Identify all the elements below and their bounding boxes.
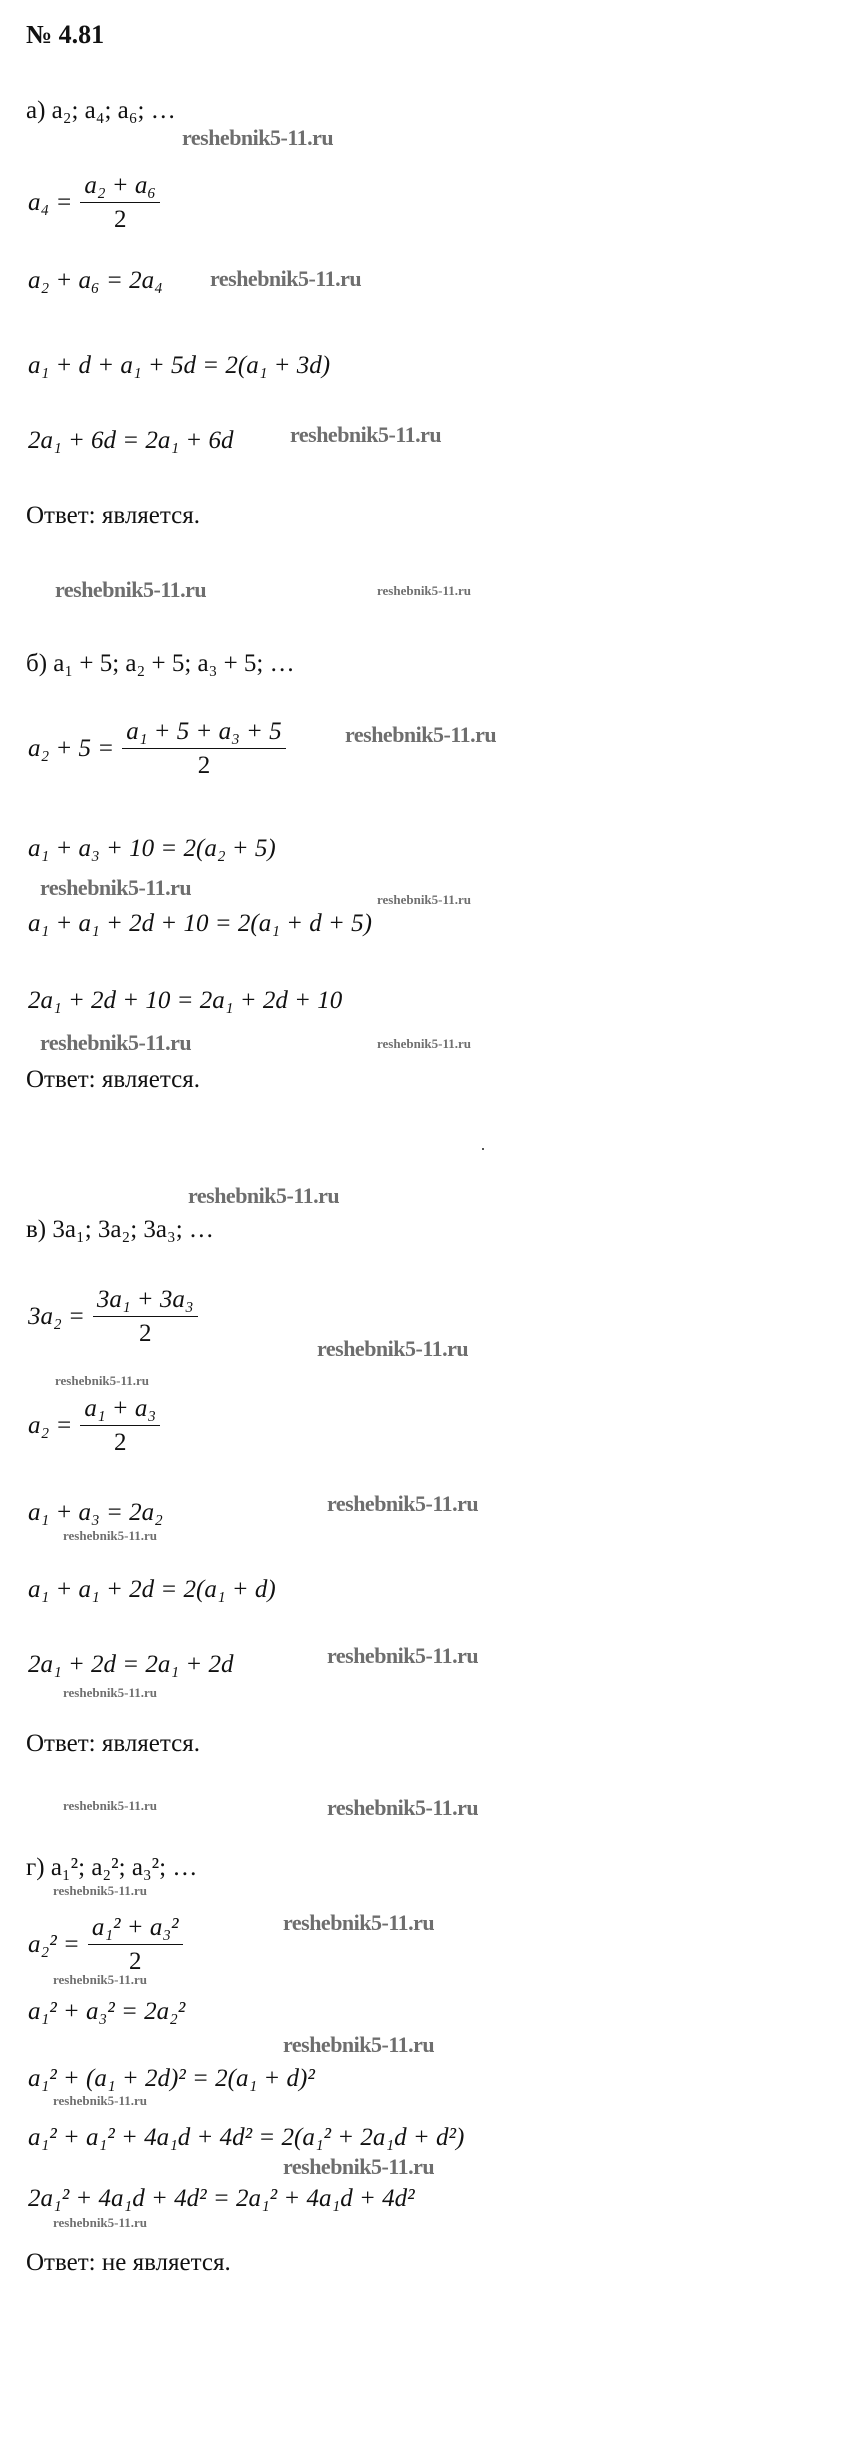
part-c-fraction-2 [28, 1395, 160, 1457]
fraction-lhs: a₂ = [28, 1412, 73, 1439]
watermark: reshebnik5-11.ru [40, 1030, 192, 1055]
part-d-fraction [28, 1914, 183, 1976]
part-c-fraction-1 [28, 1286, 198, 1348]
part-b-answer: Ответ: является. [26, 1066, 200, 1093]
fraction-lhs: a₂ + 5 = [28, 735, 115, 762]
watermark: reshebnik5-11.ru [283, 2154, 435, 2179]
watermark-small: reshebnik5-11.ru [377, 892, 472, 907]
part-a-line-1: a₂ + a₆ = 2a₄ [28, 267, 163, 294]
fraction-denominator: 2 [128, 1948, 142, 1975]
part-b-line-2: a₁ + a₁ + 2d + 10 = 2(a₁ + d + 5) [28, 910, 372, 937]
watermark: reshebnik5-11.ru [55, 577, 207, 602]
watermark-small: reshebnik5-11.ru [53, 2215, 148, 2230]
stray-dot [482, 1148, 484, 1150]
watermark: reshebnik5-11.ru [210, 266, 362, 291]
part-d-line-3: a₁² + a₁² + 4a₁d + 4d² = 2(a₁² + 2a₁d + d²) [28, 2124, 465, 2151]
watermark: reshebnik5-11.ru [327, 1491, 479, 1516]
part-a-answer: Ответ: является. [26, 502, 200, 529]
part-d-heading: г) a₁²; a₂²; a₃²; … [26, 1854, 198, 1881]
fraction-numerator: a₁² + a₃² [88, 1914, 183, 1945]
part-d-line-1: a₁² + a₃² = 2a₂² [28, 1998, 186, 2025]
part-b-line-3: 2a₁ + 2d + 10 = 2a₁ + 2d + 10 [28, 987, 343, 1014]
part-b-heading: б) a₁ + 5; a₂ + 5; a₃ + 5; … [26, 650, 295, 677]
fraction-denominator: 2 [197, 752, 211, 779]
fraction-denominator: 2 [113, 1429, 127, 1456]
part-b-line-1: a₁ + a₃ + 10 = 2(a₂ + 5) [28, 835, 276, 862]
watermark: reshebnik5-11.ru [327, 1643, 479, 1668]
part-b-fraction [28, 718, 286, 780]
part-c-line-2: a₁ + a₁ + 2d = 2(a₁ + d) [28, 1576, 276, 1603]
fraction-numerator: a₁ + a₃ [80, 1395, 160, 1426]
watermark: reshebnik5-11.ru [327, 1795, 479, 1820]
watermark: reshebnik5-11.ru [283, 2032, 435, 2057]
watermark-small: reshebnik5-11.ru [53, 1972, 148, 1987]
part-d-line-4: 2a₁² + 4a₁d + 4d² = 2a₁² + 4a₁d + 4d² [28, 2185, 415, 2212]
part-a-heading: а) a₂; a₄; a₆; … [26, 97, 176, 124]
part-a-line-2: a₁ + d + a₁ + 5d = 2(a₁ + 3d) [28, 352, 331, 379]
fraction-lhs: 3a₂ = [28, 1303, 85, 1330]
fraction-lhs: a₂² = [28, 1931, 80, 1958]
part-d-line-2: a₁² + (a₁ + 2d)² = 2(a₁ + d)² [28, 2065, 315, 2092]
problem-title: № 4.81 [26, 20, 105, 49]
watermark-small: reshebnik5-11.ru [63, 1685, 158, 1700]
watermark-small: reshebnik5-11.ru [53, 2093, 148, 2108]
watermark-small: reshebnik5-11.ru [377, 1036, 472, 1051]
part-c-line-1: a₁ + a₃ = 2a₂ [28, 1499, 163, 1526]
fraction-numerator: a₂ + a₆ [80, 172, 160, 203]
watermark-small: reshebnik5-11.ru [63, 1798, 158, 1813]
fraction-denominator: 2 [113, 206, 127, 233]
watermark-small: reshebnik5-11.ru [53, 1883, 148, 1898]
watermark: reshebnik5-11.ru [182, 125, 334, 150]
part-c-heading: в) 3a₁; 3a₂; 3a₃; … [26, 1216, 214, 1243]
watermark-small: reshebnik5-11.ru [55, 1373, 150, 1388]
part-c-line-3: 2a₁ + 2d = 2a₁ + 2d [28, 1651, 234, 1678]
fraction-numerator: 3a₁ + 3a₃ [93, 1286, 198, 1317]
watermark: reshebnik5-11.ru [40, 875, 192, 900]
watermark: reshebnik5-11.ru [317, 1336, 469, 1361]
fraction-numerator: a₁ + 5 + a₃ + 5 [122, 718, 286, 749]
part-c-answer: Ответ: является. [26, 1730, 200, 1757]
part-a-fraction [28, 172, 160, 234]
watermark: reshebnik5-11.ru [283, 1910, 435, 1935]
watermark: reshebnik5-11.ru [188, 1183, 340, 1208]
watermark-small: reshebnik5-11.ru [63, 1528, 158, 1543]
watermark: reshebnik5-11.ru [290, 422, 442, 447]
watermark-small: reshebnik5-11.ru [377, 583, 472, 598]
part-d-answer: Ответ: не является. [26, 2249, 231, 2276]
watermark: reshebnik5-11.ru [345, 722, 497, 747]
fraction-denominator: 2 [138, 1320, 152, 1347]
fraction-lhs: a₄ = [28, 189, 73, 216]
part-a-line-3: 2a₁ + 6d = 2a₁ + 6d [28, 427, 234, 454]
